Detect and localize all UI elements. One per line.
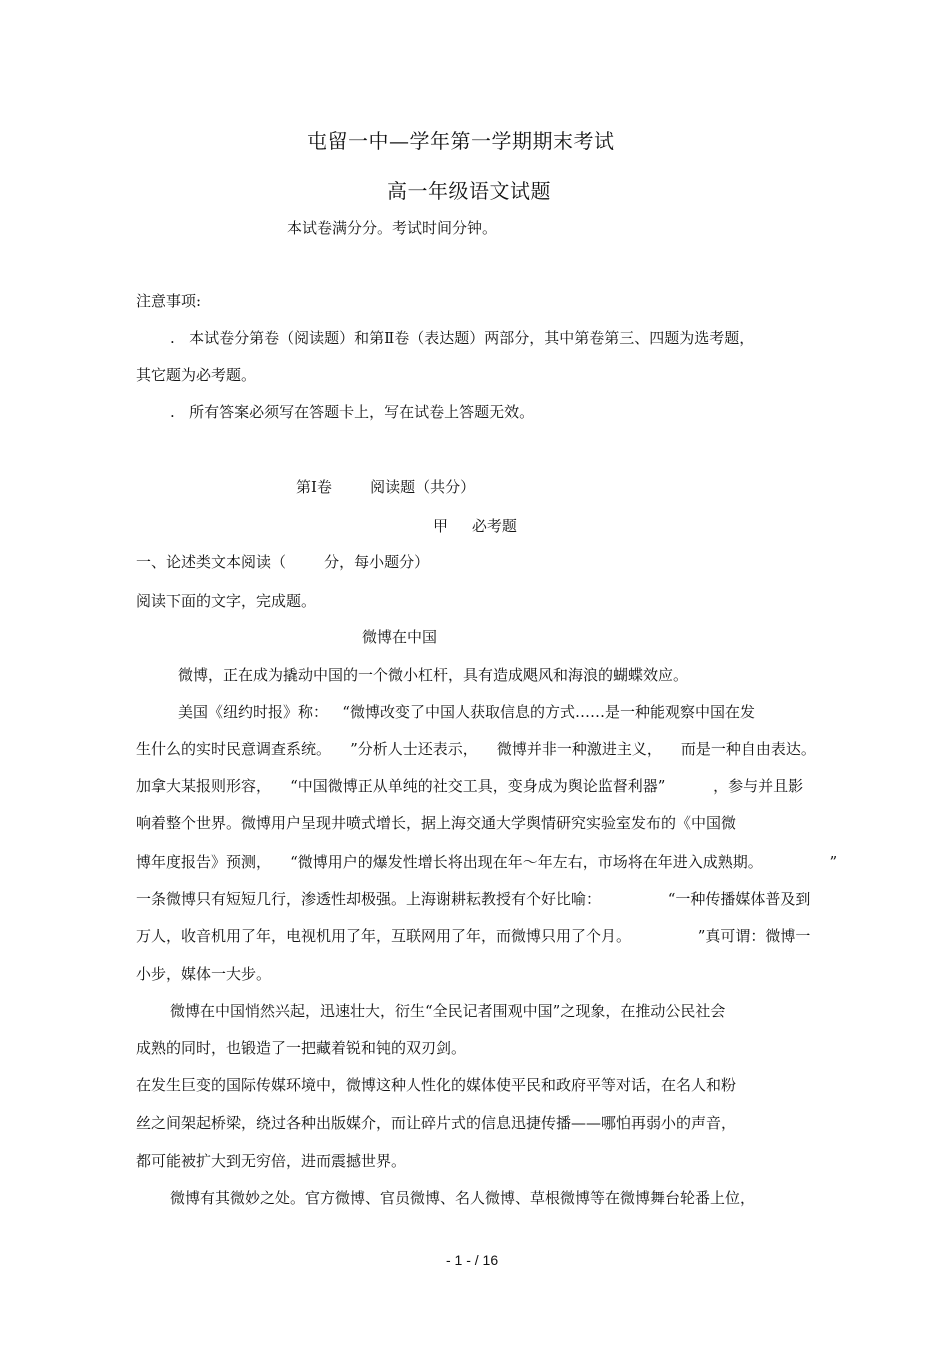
notes-heading: 注意事项: [136, 292, 202, 310]
article-line: 微博，正在成为撬动中国的一个微小杠杆，具有造成飓风和海浪的蝴蝶效应。 [178, 666, 689, 684]
exam-title: 屯留一中—学年第一学期期末考试 [307, 129, 615, 153]
article-line: 加拿大某报则形容， “中国微博正从单纯的社交工具，变身成为舆论监督利器” ，参与并且影 [136, 777, 804, 795]
part-heading: 甲 必考题 [433, 517, 517, 535]
notes-item-2: . 所有答案必须写在答题卡上，写在试卷上答题无效。 [170, 403, 535, 421]
article-line: 响着整个世界。微博用户呈现井喷式增长，据上海交通大学舆情研究实验室发布的《中国微 [136, 814, 737, 832]
question-heading: 一、论述类文本阅读（ 分，每小题分） [136, 553, 430, 571]
article-line: 小步，媒体一大步。 [136, 965, 272, 983]
volume-heading: 第Ⅰ卷 阅读题（共分） [296, 478, 476, 496]
reading-instruction: 阅读下面的文字，完成题。 [136, 592, 317, 610]
exam-subtitle: 高一年级语文试题 [387, 179, 551, 203]
page-number: - 1 - / 16 [446, 1252, 499, 1268]
article-line: 生什么的实时民意调查系统。 ”分析人士还表示， 微博并非一种激进主义， 而是一种自由表达。 [136, 740, 816, 758]
article-line: 成熟的同时，也锻造了一把藏着锐和钝的双刃剑。 [136, 1039, 467, 1057]
article-title: 微博在中国 [362, 628, 438, 646]
article-line: 都可能被扩大到无穷倍，进而震撼世界。 [136, 1152, 407, 1170]
notes-item-1-line-1: . 本试卷分第卷（阅读题）和第Ⅱ卷（表达题）两部分，其中第卷第三、四题为选考题， [170, 329, 755, 347]
article-line: 万人，收音机用了年，电视机用了年，互联网用了年，而微博只用了个月。 ”真可谓：微博一 [136, 927, 811, 945]
article-line: 美国《纽约时报》称： “微博改变了中国人获取信息的方式……是一种能观察中国在发 [178, 703, 755, 721]
exam-intro: 本试卷满分分。考试时间分钟。 [287, 219, 498, 237]
article-line: 一条微博只有短短几行，渗透性却极强。上海谢耕耘教授有个好比喻： “一种传播媒体普及到 [136, 890, 811, 908]
article-line: 微博有其微妙之处。官方微博、官员微博、名人微博、草根微博等在微博舞台轮番上位， [170, 1189, 756, 1207]
notes-item-1-line-2: 其它题为必考题。 [136, 366, 257, 384]
article-line: 微博在中国悄然兴起，迅速壮大，衍生“全民记者围观中国”之现象，在推动公民社会 [170, 1002, 726, 1020]
article-line: 丝之间架起桥梁，绕过各种出版媒介，而让碎片式的信息迅捷传播——哪怕再弱小的声音， [136, 1114, 737, 1132]
article-line: 博年度报告》预测， “微博用户的爆发性增长将出现在年～年左右，市场将在年进入成熟期。 ” [136, 853, 838, 871]
article-line: 在发生巨变的国际传媒环境中，微博这种人性化的媒体使平民和政府平等对话，在名人和粉 [136, 1076, 737, 1094]
